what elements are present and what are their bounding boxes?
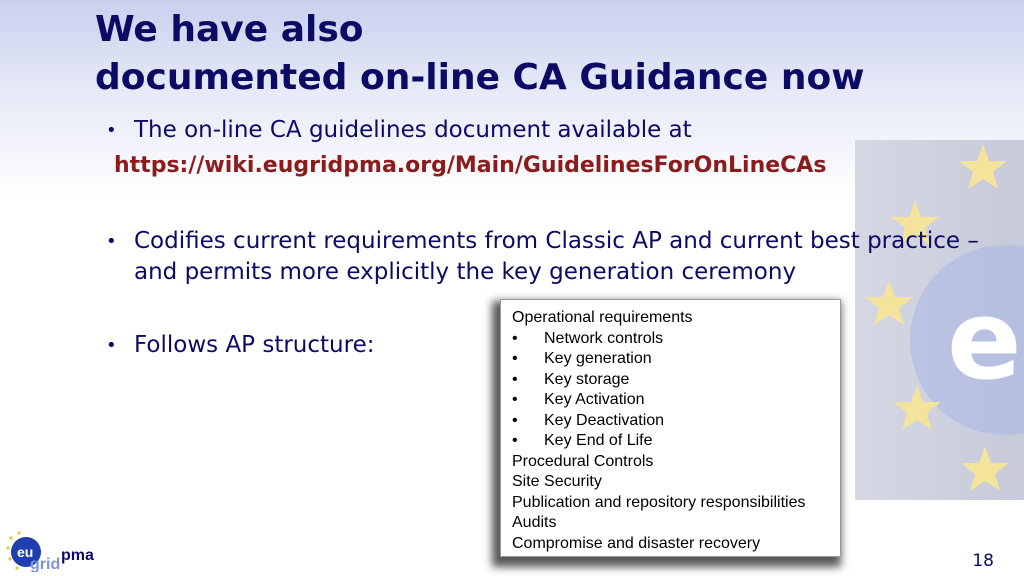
- bullet-marker: •: [106, 120, 117, 141]
- slide-title: [95, 6, 864, 102]
- bullet-marker: •: [106, 231, 117, 252]
- eu-flag-decoration: [855, 140, 1024, 500]
- box-sub-item: • Key storage: [512, 370, 630, 388]
- ap-structure-box: [500, 299, 841, 557]
- logo-text: pma: [61, 547, 94, 564]
- box-sub-item: • Key End of Life: [512, 432, 653, 449]
- bullet-follows-ap-structure: [106, 330, 466, 361]
- svg-text:grid: grid: [30, 556, 61, 572]
- bullet-marker: •: [106, 335, 117, 356]
- box-item: Compromise and disaster recovery: [512, 534, 761, 552]
- page-number: 18: [972, 551, 994, 571]
- box-sub-item: • Network controls: [512, 329, 664, 347]
- title-line-2: documented on-line CA Guidance now: [95, 57, 865, 98]
- guidelines-link[interactable]: https://wiki.eugridpma.org/Main/GuidelinesForOnLineCAs: [114, 153, 827, 178]
- bullet-text: Follows AP structure:: [134, 332, 375, 358]
- bullet-text: Codifies current requirements from Classic AP and current best practice – and permits more explicitly the key generation ceremony: [134, 228, 979, 285]
- eugridpma-logo: [4, 530, 99, 572]
- box-item: Publication and repository responsibilities: [512, 493, 806, 511]
- star-icon: [961, 446, 1009, 491]
- bullet-codifies-requirements: [106, 226, 986, 288]
- bullet-online-ca-guidelines: [106, 115, 806, 146]
- box-item: Audits: [512, 514, 557, 531]
- box-sub-item: • Key Deactivation: [512, 411, 665, 429]
- box-sub-item: • Key Activation: [512, 391, 645, 408]
- box-item: Procedural Controls: [512, 452, 654, 470]
- box-sub-item: • Key generation: [512, 350, 652, 367]
- box-item: Site Security: [512, 473, 602, 490]
- box-heading: Operational requirements: [512, 309, 693, 326]
- svg-text:e: e: [947, 276, 1022, 404]
- star-icon: [959, 144, 1007, 189]
- title-line-1: We have also: [95, 9, 364, 50]
- bullet-text: The on-line CA guidelines document available at: [134, 117, 692, 143]
- svg-text:eu: eu: [17, 544, 34, 560]
